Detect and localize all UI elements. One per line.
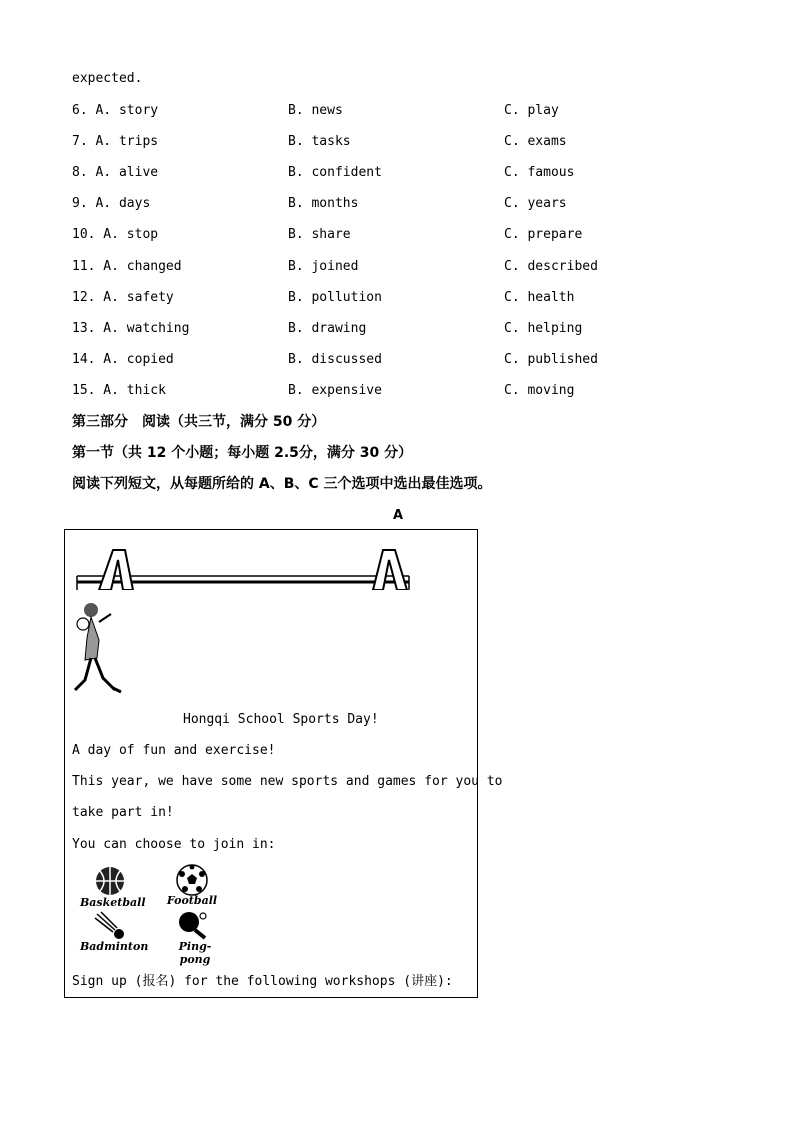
sport-label: Football xyxy=(166,894,218,907)
question-option-c: C. famous xyxy=(504,165,575,181)
basketball-icon xyxy=(94,866,126,896)
question-option-a: 13. A. watching xyxy=(72,320,190,336)
sport-label: Ping-pong xyxy=(178,940,212,966)
question-row xyxy=(0,134,794,154)
section-title: 第三部分 阅读（共三节，满分 50 分） xyxy=(72,414,326,430)
question-option-a: 14. A. copied xyxy=(72,351,174,367)
instruction: 阅读下列短文，从每题所给的 A、B、C 三个选项中选出最佳选项。 xyxy=(72,476,492,492)
question-row xyxy=(0,103,794,123)
poster-line: take part in! xyxy=(72,805,174,820)
banner-illustration xyxy=(73,546,413,590)
football-icon xyxy=(176,864,208,896)
question-option-c: C. described xyxy=(504,258,598,274)
question-option-a: 12. A. safety xyxy=(72,289,174,305)
question-row xyxy=(0,352,794,372)
question-option-c: C. moving xyxy=(504,382,575,398)
question-option-a: 15. A. thick xyxy=(72,382,166,398)
question-row xyxy=(0,321,794,341)
question-option-a: 10. A. stop xyxy=(72,227,159,243)
sport-label: Basketball xyxy=(80,896,146,909)
question-option-b: B. drawing xyxy=(288,320,367,336)
question-row xyxy=(0,165,794,185)
question-row xyxy=(0,290,794,310)
question-option-a: 6. A. story xyxy=(72,103,159,118)
question-option-c: C. prepare xyxy=(504,227,583,243)
question-option-c: C. play xyxy=(504,103,559,118)
question-option-b: B. confident xyxy=(288,165,382,181)
basketball-player-illustration xyxy=(71,600,127,696)
question-option-c: C. exams xyxy=(504,134,567,150)
question-option-b: B. joined xyxy=(288,258,359,274)
question-option-a: 9. A. days xyxy=(72,196,151,212)
question-row xyxy=(0,227,794,247)
question-option-a: 8. A. alive xyxy=(72,165,159,181)
poster-box xyxy=(64,529,503,998)
question-option-a: 7. A. trips xyxy=(72,134,159,150)
continuation-text: expected. xyxy=(72,71,143,86)
ping-pong-icon xyxy=(175,910,209,940)
poster-line: A day of fun and exercise! xyxy=(72,743,276,758)
question-option-b: B. expensive xyxy=(288,382,382,398)
question-option-c: C. health xyxy=(504,289,575,305)
question-option-b: B. news xyxy=(288,103,343,118)
badminton-icon xyxy=(93,910,127,940)
subsection-title: 第一节（共 12 个小题；每小题 2.5分，满分 30 分） xyxy=(72,445,413,461)
sport-label: Badminton xyxy=(80,940,149,953)
question-option-c: C. helping xyxy=(504,320,583,336)
poster-heading: Hongqi School Sports Day! xyxy=(183,712,379,727)
passage-label: A xyxy=(393,508,404,523)
question-option-c: C. published xyxy=(504,351,598,367)
question-option-b: B. discussed xyxy=(288,351,382,367)
poster-line: You can choose to join in: xyxy=(72,837,276,852)
question-row xyxy=(0,383,794,403)
question-option-c: C. years xyxy=(504,196,567,212)
poster-line: Sign up (报名) for the following workshops (讲座): xyxy=(72,974,453,989)
question-option-b: B. months xyxy=(288,196,359,212)
question-option-a: 11. A. changed xyxy=(72,258,182,274)
question-option-b: B. tasks xyxy=(288,134,351,150)
question-row xyxy=(0,196,794,216)
question-row xyxy=(0,259,794,279)
poster-line: This year, we have some new sports and games for you to xyxy=(72,774,503,789)
question-option-b: B. share xyxy=(288,227,351,243)
question-option-b: B. pollution xyxy=(288,289,382,305)
